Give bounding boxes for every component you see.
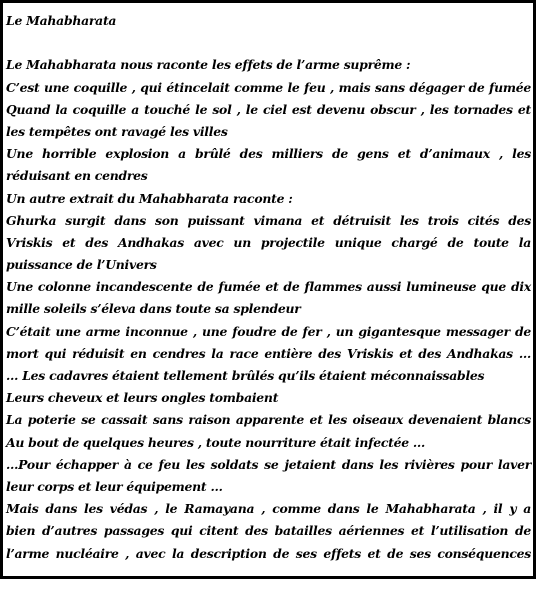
text-line: mort qui réduisit en cendres la race entière des Vriskis et des Andhakas … [6, 345, 531, 361]
text-line: Au bout de quelques heures , toute nourriture était infectée … [6, 434, 426, 450]
text-line: bien d’autres passages qui citent des batailles aériennes et l’utilisation de [6, 523, 531, 539]
text-line: C’est une coquille , qui étincelait comme le feu , mais sans dégager de fumée [6, 79, 531, 95]
blank-line [6, 32, 531, 54]
text-line: leur corps et leur équipement … [6, 478, 223, 494]
text-line: Un autre extrait du Mahabharata raconte : [6, 190, 293, 206]
text-line: … Les cadavres étaient tellement brûlés qu’ils étaient méconnaissables [6, 368, 485, 383]
text-line: Mais dans les védas , le Ramayana , comme dans le Mahabharata , il y a [6, 501, 531, 517]
text-line: Le Mahabharata nous raconte les effets de l’arme suprême : [6, 57, 411, 73]
text-line: Une horrible explosion a brûlé des milliers de gens et d’animaux , les [6, 146, 531, 162]
document-title: Le Mahabharata [6, 13, 117, 28]
text-line: …Pour échapper à ce feu les soldats se jetaient dans les rivières pour laver [6, 456, 531, 472]
text-line: l’arme nucléaire , avec la description de ses effets et de ses conséquences [6, 545, 531, 561]
text-line: Ghurka surgit dans son puissant vimana et détruisit les trois cités des [6, 212, 531, 228]
text-line: Une colonne incandescente de fumée et de flammes aussi lumineuse que dix [6, 279, 531, 295]
text-line: Vriskis et des Andhakas avec un projectile unique chargé de toute la [6, 234, 531, 250]
text-line: Quand la coquille a touché le sol , le ciel est devenu obscur , les tornades et [6, 101, 531, 117]
document-body [6, 10, 531, 565]
text-line: réduisant en cendres [6, 168, 148, 184]
text-line: puissance de l’Univers [6, 257, 157, 273]
text-line: C’était une arme inconnue , une foudre de fer , un gigantesque messager de [6, 323, 531, 339]
text-line: La poterie se cassait sans raison apparente et les oiseaux devenaient blancs [6, 412, 531, 428]
text-line: les tempêtes ont ravagé les villes [6, 123, 228, 139]
text-line: Leurs cheveux et leurs ongles tombaient [6, 390, 279, 406]
text-line: mille soleils s’éleva dans toute sa splendeur [6, 301, 301, 317]
